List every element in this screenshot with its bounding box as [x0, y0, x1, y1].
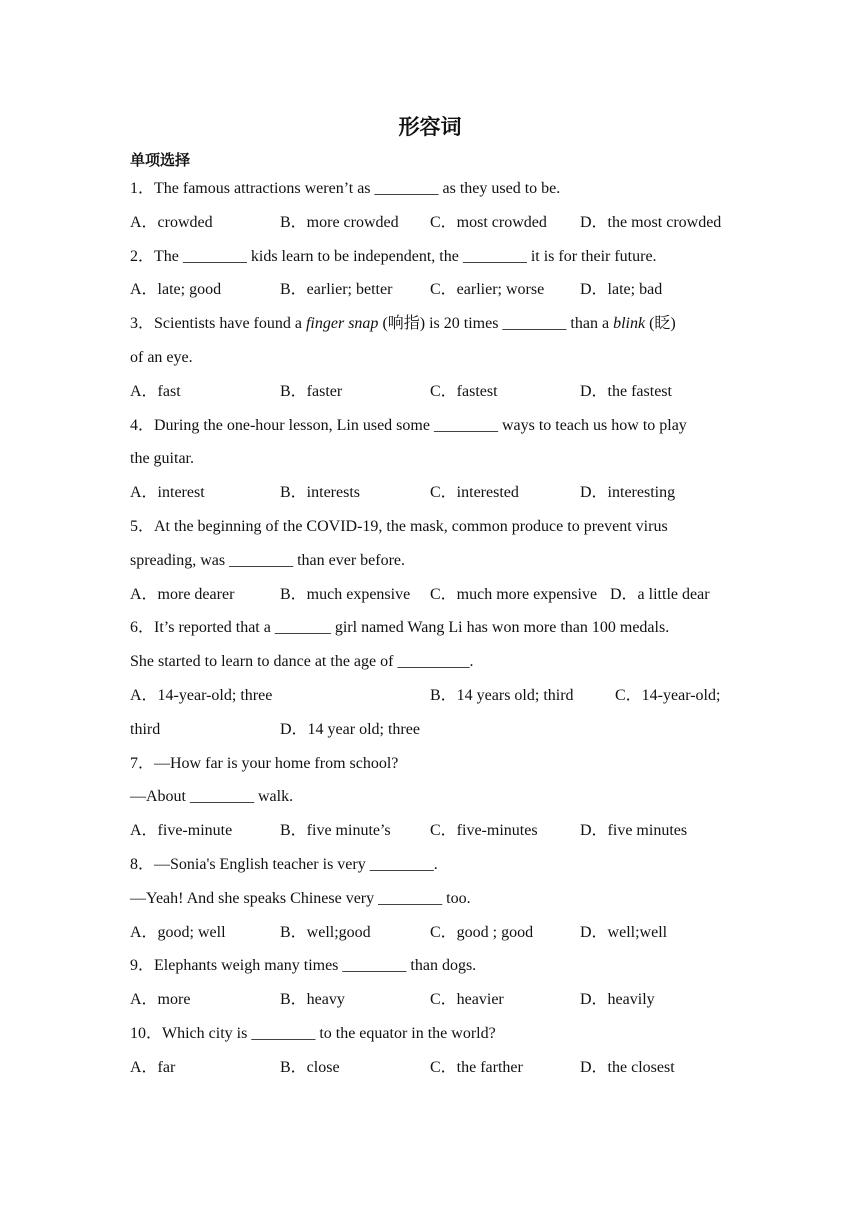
options-row — [130, 375, 740, 409]
option-b: B．earlier; better — [280, 281, 393, 299]
options-row — [130, 983, 740, 1017]
stem-part: (响指) is 20 times ________ than a — [378, 315, 614, 333]
option-b: B．much expensive — [280, 585, 411, 603]
option-d: D．five minutes — [580, 822, 688, 840]
option-a: A．interest — [130, 484, 205, 502]
option-a: A．five-minute — [130, 822, 233, 840]
options-row — [130, 476, 740, 510]
option-a: A．late; good — [130, 281, 222, 299]
question-stem: 10．Which city is ________ to the equator in the world? — [130, 1024, 496, 1042]
option-c: C．heavier — [430, 991, 504, 1009]
option-b: B．well;good — [280, 923, 371, 941]
question-stem-continued: spreading, was ________ than ever before. — [130, 551, 406, 569]
stem-part: 3．Scientists have found a — [130, 315, 306, 333]
question-stem: 7．—How far is your home from school? — [130, 754, 399, 772]
question-stem: 1．The famous attractions weren’t as ________ as they used to be. — [130, 180, 561, 197]
option-c: C．five-minutes — [430, 822, 538, 840]
option-b: B．close — [280, 1058, 340, 1076]
question-stem-continued: —Yeah! And she speaks Chinese very ________ too. — [130, 889, 471, 907]
option-b: B．14 years old; third — [430, 686, 574, 704]
option-d: D．14 year old; three — [280, 720, 420, 738]
option-d: D．a little dear — [610, 585, 710, 603]
question-stem-continued: the guitar. — [130, 450, 194, 468]
option-d: D．the most crowded — [580, 213, 722, 231]
option-d: D．the fastest — [580, 382, 672, 400]
option-b: B．five minute’s — [280, 822, 391, 840]
page-title: 形容词 — [398, 115, 462, 139]
option-d: D．heavily — [580, 991, 655, 1009]
options-row — [130, 679, 740, 713]
options-row — [130, 814, 740, 848]
stem-italic: blink — [613, 315, 646, 333]
question-stem — [130, 307, 740, 341]
option-c: C．fastest — [430, 382, 498, 400]
option-a: A．more dearer — [130, 585, 235, 603]
question-stem: 8．—Sonia's English teacher is very ________. — [130, 855, 438, 873]
option-c: C．the farther — [430, 1058, 523, 1076]
option-d: D．interesting — [580, 484, 676, 502]
question-stem: 5．At the beginning of the COVID-19, the mask, common produce to prevent virus — [130, 517, 668, 535]
option-a: A．fast — [130, 382, 181, 400]
options-row — [130, 713, 740, 747]
question-stem-continued: She started to learn to dance at the age of _________. — [130, 653, 474, 671]
option-a: A．crowded — [130, 213, 213, 231]
option-a: A．good; well — [130, 923, 226, 941]
option-c: C．14-year-old; — [615, 686, 721, 704]
question-stem: 9．Elephants weigh many times ________ than dogs. — [130, 957, 477, 975]
question-stem: 4．During the one-hour lesson, Lin used some ________ ways to teach us how to play — [130, 416, 687, 434]
option-c: C．most crowded — [430, 213, 547, 231]
question-stem: 2．The ________ kids learn to be independent, the ________ it is for their future. — [130, 247, 657, 265]
option-c: C．interested — [430, 484, 519, 502]
option-a: A．far — [130, 1058, 176, 1076]
options-row — [130, 1051, 740, 1085]
option-b: B．more crowded — [280, 213, 399, 231]
option-c: C．earlier; worse — [430, 281, 545, 299]
option-b: B．heavy — [280, 991, 345, 1009]
option-b: B．faster — [280, 382, 343, 400]
stem-part: (眨) — [645, 315, 676, 333]
options-row — [130, 206, 740, 240]
option-a: A．more — [130, 991, 191, 1009]
options-row — [130, 273, 740, 307]
options-row — [130, 916, 740, 950]
option-d: D．well;well — [580, 923, 668, 941]
option-c: C．good ; good — [430, 923, 534, 941]
question-list — [130, 172, 740, 1085]
option-b: B．interests — [280, 484, 360, 502]
option-d: D．late; bad — [580, 281, 663, 299]
question-stem: 6．It’s reported that a _______ girl named Wang Li has won more than 100 medals. — [130, 619, 670, 637]
section-heading: 单项选择 — [130, 151, 191, 169]
option-d: D．the closest — [580, 1058, 675, 1076]
question-stem-continued: —About ________ walk. — [130, 788, 294, 806]
stem-italic: finger snap — [305, 315, 379, 333]
option-a: A．14-year-old; three — [130, 686, 273, 704]
options-row — [130, 578, 740, 612]
option-c-continued: third — [130, 720, 161, 738]
option-c: C．much more expensive — [430, 585, 598, 603]
question-stem-continued: of an eye. — [130, 348, 193, 366]
